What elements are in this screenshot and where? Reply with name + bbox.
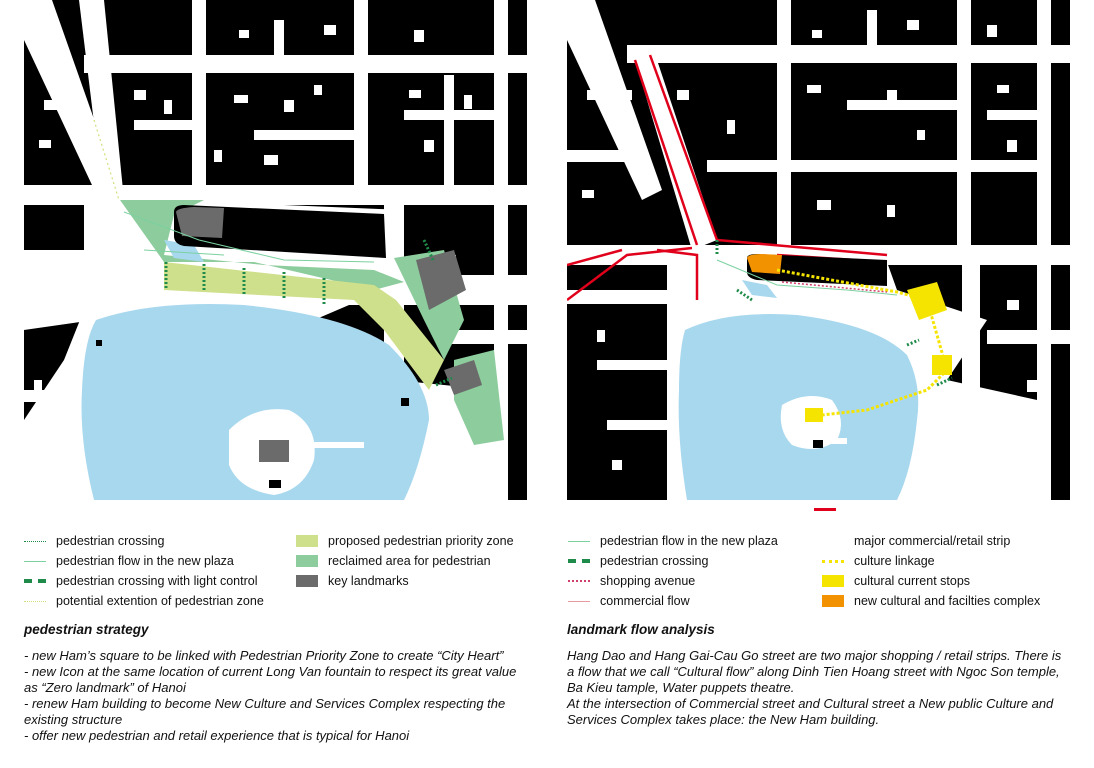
scale-bar (814, 508, 836, 511)
map-right-svg (567, 0, 1070, 500)
legend-item (568, 531, 828, 551)
legend-label: cultural current stops (854, 574, 971, 588)
body-paragraph: Hang Dao and Hang Gai-Cau Go street are two major shopping / retail strips. There is a flow that we call “Cultural flow” along Dinh Tien Hoang street with Ngoc Son temple, Ba Kieu tample, Water puppets theatre. (567, 648, 1062, 695)
legend-label: key landmarks (328, 574, 409, 588)
left-section-title: pedestrian strategy (24, 622, 149, 637)
left-section-body (24, 648, 530, 744)
body-line: - renew Ham building to become New Culture and Services Complex respecting the existing structure (24, 696, 506, 727)
culture-stop-swatch (822, 575, 844, 587)
legend-label: pedestrian crossing with light control (56, 574, 258, 588)
right-legend-col1 (568, 531, 828, 611)
map-left-svg (24, 0, 527, 500)
landmark-swatch (296, 575, 318, 587)
retail-strip-swatch (822, 535, 844, 547)
pedestrian-crossing-swatch (24, 541, 46, 542)
landmark-ham-building (176, 207, 224, 238)
left-legend-col2 (296, 531, 536, 591)
legend-item (24, 551, 294, 571)
legend-label: shopping avenue (600, 574, 696, 588)
priority-zone-swatch (296, 535, 318, 547)
light-crossing-swatch (24, 579, 46, 583)
cultural-stop-southeast (932, 355, 952, 375)
legend-item (568, 591, 828, 611)
left-legend-col1 (24, 531, 294, 611)
body-line: - new Ham’s square to be linked with Pedestrian Priority Zone to create “City Heart” (24, 648, 504, 663)
legend-label: major commercial/retail strip (854, 534, 1011, 548)
legend-label: reclaimed area for pedestrian (328, 554, 491, 568)
cultural-stop-temple (805, 408, 823, 422)
legend-item (822, 531, 1082, 551)
right-section-title: landmark flow analysis (567, 622, 715, 637)
legend-item (296, 531, 536, 551)
legend-item (296, 571, 536, 591)
body-paragraph: At the intersection of Commercial street and Cultural street a New public Culture and Services Complex takes place: the New Ham building. (567, 696, 1054, 727)
legend-label: pedestrian flow in the new plaza (56, 554, 234, 568)
legend-item (822, 551, 1082, 571)
legend-item (822, 571, 1082, 591)
right-legend-col2 (822, 531, 1082, 611)
plaza-flow-swatch (568, 541, 590, 542)
legend-label: potential extention of pedestrian zone (56, 594, 264, 608)
commercial-flow-swatch (568, 601, 590, 602)
extension-swatch (24, 601, 46, 602)
culture-complex-swatch (822, 595, 844, 607)
right-section-body (567, 648, 1072, 728)
landmark-flow-map (567, 0, 1070, 500)
legend-label: pedestrian crossing (600, 554, 709, 568)
new-cultural-complex (747, 254, 782, 274)
pedestrian-strategy-map (24, 0, 527, 500)
body-line: - offer new pedestrian and retail experience that is typical for Hanoi (24, 728, 410, 743)
legend-item (568, 551, 828, 571)
crossing-swatch (568, 559, 590, 563)
legend-item (24, 571, 294, 591)
legend-label: culture linkage (854, 554, 935, 568)
legend-label: pedestrian crossing (56, 534, 165, 548)
plaza-flow-swatch (24, 561, 46, 562)
legend-label: proposed pedestrian priority zone (328, 534, 514, 548)
legend-label: commercial flow (600, 594, 690, 608)
legend-item (24, 591, 294, 611)
culture-linkage-swatch (822, 560, 844, 563)
shopping-avenue-swatch (568, 580, 590, 582)
legend-label: new cultural and facilties complex (854, 594, 1041, 608)
legend-item (24, 531, 294, 551)
legend-item (296, 551, 536, 571)
body-line: - new Icon at the same location of current Long Van fountain to respect its great value as “Zero landmark” of Hanoi (24, 664, 517, 695)
landmark-temple (259, 440, 289, 462)
reclaimed-swatch (296, 555, 318, 567)
legend-item (568, 571, 828, 591)
legend-item (822, 591, 1082, 611)
legend-label: pedestrian flow in the new plaza (600, 534, 778, 548)
